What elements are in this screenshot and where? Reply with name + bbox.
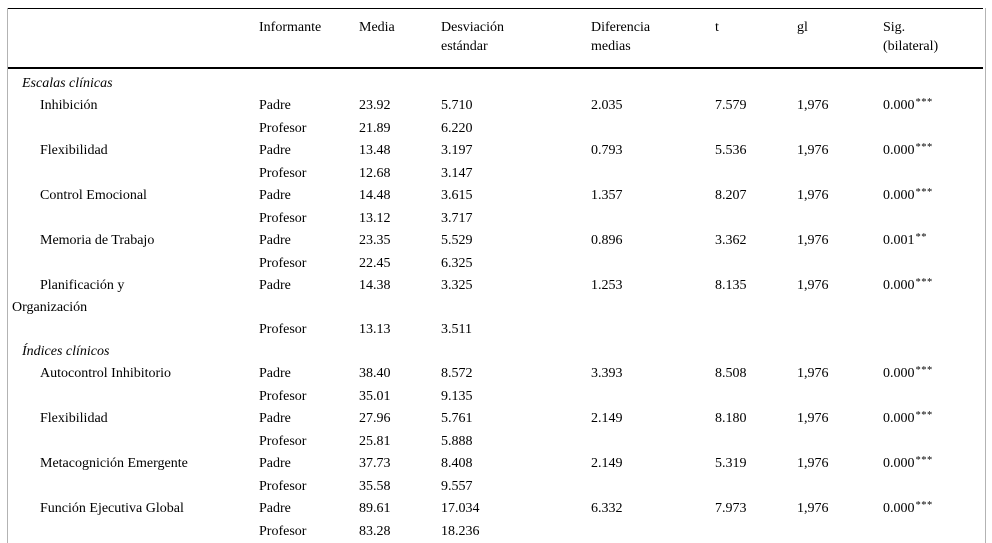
de-cell: 9.557 (441, 479, 473, 494)
scale-label: Flexibilidad (40, 143, 108, 158)
t-cell: 8.135 (715, 278, 747, 293)
t-cell (711, 319, 793, 341)
column-header-line2: medias (591, 39, 631, 54)
media-cell: 35.01 (359, 389, 391, 404)
sig-cell (879, 453, 983, 476)
table-row (8, 118, 983, 140)
de-cell: 17.034 (441, 501, 480, 516)
sig-cell (879, 521, 983, 543)
significance-asterisks: *** (915, 409, 933, 421)
informante-cell: Padre (259, 411, 291, 426)
significance-asterisks: *** (915, 276, 933, 288)
t-cell (711, 118, 793, 140)
header-row (8, 9, 983, 69)
scale-label-cell (8, 386, 255, 408)
column-header-line2: (bilateral) (883, 39, 939, 54)
sig-cell (879, 118, 983, 140)
sig-cell (879, 319, 983, 341)
scale-label-cell (8, 140, 255, 163)
sig-value: 0.000 (883, 143, 915, 158)
t-cell: 5.536 (715, 143, 747, 158)
media-cell: 89.61 (359, 501, 391, 516)
section-label: Escalas clínicas (22, 76, 113, 91)
sig-value: 0.000 (883, 98, 915, 113)
significance-asterisks: *** (915, 364, 933, 376)
informante-cell: Profesor (259, 322, 307, 337)
t-cell (711, 431, 793, 453)
column-header-sig (879, 9, 983, 69)
scale-label-continuation: Organización (12, 300, 88, 315)
scale-label-cell (8, 408, 255, 431)
scale-label: Función Ejecutiva Global (40, 501, 184, 516)
dif-cell (587, 163, 711, 185)
t-cell: 7.973 (715, 501, 747, 516)
de-cell: 6.220 (441, 121, 473, 136)
column-header-t (711, 9, 793, 69)
scale-label-cell (8, 431, 255, 453)
sig-cell (879, 140, 983, 163)
table-row (8, 163, 983, 185)
t-cell (711, 476, 793, 498)
column-header-diferencia (587, 9, 711, 69)
table-row (8, 386, 983, 408)
informante-cell: Profesor (259, 166, 307, 181)
table-row (8, 363, 983, 386)
scale-label-cell (8, 453, 255, 476)
informante-cell: Padre (259, 278, 291, 293)
sig-value: 0.000 (883, 501, 915, 516)
table-row (8, 498, 983, 521)
media-cell: 13.48 (359, 143, 391, 158)
de-cell: 5.888 (441, 434, 473, 449)
de-cell: 3.197 (441, 143, 473, 158)
dif-cell: 3.393 (591, 366, 623, 381)
column-header-line1: t (715, 20, 719, 35)
media-cell: 38.40 (359, 366, 391, 381)
dif-cell (587, 386, 711, 408)
informante-cell: Padre (259, 456, 291, 471)
section-row (8, 68, 983, 95)
gl-cell: 1,976 (797, 501, 829, 516)
media-cell: 13.13 (359, 322, 391, 337)
scale-label-cell (8, 363, 255, 386)
media-cell: 27.96 (359, 411, 391, 426)
informante-cell: Profesor (259, 389, 307, 404)
media-cell: 21.89 (359, 121, 391, 136)
informante-cell: Padre (259, 501, 291, 516)
informante-cell: Profesor (259, 211, 307, 226)
de-cell: 6.325 (441, 256, 473, 271)
sig-value: 0.000 (883, 366, 915, 381)
scale-label-cell (8, 319, 255, 341)
media-cell: 37.73 (359, 456, 391, 471)
section-cell (8, 341, 983, 363)
table-row (8, 521, 983, 543)
sig-cell (879, 275, 983, 319)
significance-asterisks: *** (915, 141, 933, 153)
gl-cell (793, 208, 879, 230)
dif-cell: 1.253 (591, 278, 623, 293)
column-header-desviacion (437, 9, 587, 69)
section-row (8, 341, 983, 363)
column-header-label (8, 9, 255, 69)
scale-label-cell (8, 230, 255, 253)
dif-cell (587, 431, 711, 453)
column-header-line1: Diferencia (591, 20, 651, 35)
de-cell: 9.135 (441, 389, 473, 404)
gl-cell (793, 319, 879, 341)
sig-cell (879, 253, 983, 275)
scale-label: Planificación y (40, 278, 125, 293)
de-cell: 5.761 (441, 411, 473, 426)
de-cell: 3.615 (441, 188, 473, 203)
dif-cell: 1.357 (591, 188, 623, 203)
informante-cell: Profesor (259, 256, 307, 271)
sig-cell (879, 208, 983, 230)
gl-cell (793, 163, 879, 185)
table-body (8, 68, 983, 543)
informante-cell: Profesor (259, 479, 307, 494)
sig-cell (879, 431, 983, 453)
section-cell (8, 68, 983, 95)
statistics-table (8, 8, 983, 543)
sig-value: 0.001 (883, 233, 915, 248)
significance-asterisks: *** (915, 499, 933, 511)
significance-asterisks: *** (915, 186, 933, 198)
informante-cell: Padre (259, 98, 291, 113)
gl-cell (793, 253, 879, 275)
t-cell: 5.319 (715, 456, 747, 471)
scale-label-cell (8, 253, 255, 275)
sig-cell (879, 95, 983, 118)
scale-label: Inhibición (40, 98, 98, 113)
informante-cell: Padre (259, 143, 291, 158)
gl-cell: 1,976 (797, 98, 829, 113)
de-cell: 8.408 (441, 456, 473, 471)
gl-cell (793, 521, 879, 543)
table-row (8, 453, 983, 476)
column-header-informante (255, 9, 355, 69)
table-row (8, 476, 983, 498)
dif-cell: 6.332 (591, 501, 623, 516)
t-cell (711, 386, 793, 408)
sig-cell (879, 408, 983, 431)
de-cell: 8.572 (441, 366, 473, 381)
media-cell: 14.38 (359, 278, 391, 293)
scale-label: Flexibilidad (40, 411, 108, 426)
gl-cell: 1,976 (797, 188, 829, 203)
scale-label-cell (8, 185, 255, 208)
dif-cell (587, 476, 711, 498)
column-header-line1: Desviación (441, 20, 504, 35)
sig-value: 0.000 (883, 188, 915, 203)
media-cell: 35.58 (359, 479, 391, 494)
gl-cell: 1,976 (797, 278, 829, 293)
gl-cell: 1,976 (797, 366, 829, 381)
table-row (8, 185, 983, 208)
t-cell: 8.180 (715, 411, 747, 426)
column-header-line1: Media (359, 20, 395, 35)
column-header-line1: Informante (259, 20, 322, 35)
de-cell: 3.325 (441, 278, 473, 293)
informante-cell: Profesor (259, 434, 307, 449)
t-cell (711, 163, 793, 185)
gl-cell (793, 431, 879, 453)
de-cell: 3.147 (441, 166, 473, 181)
sig-cell (879, 163, 983, 185)
column-header-line2: estándar (441, 39, 488, 54)
gl-cell: 1,976 (797, 233, 829, 248)
table-row (8, 230, 983, 253)
scale-label-cell (8, 275, 255, 319)
table-row (8, 140, 983, 163)
column-header-line1: gl (797, 20, 808, 35)
dif-cell (587, 208, 711, 230)
t-cell (711, 521, 793, 543)
dif-cell (587, 521, 711, 543)
scale-label-cell (8, 118, 255, 140)
sig-cell (879, 363, 983, 386)
table-row (8, 253, 983, 275)
table-row (8, 431, 983, 453)
de-cell: 5.710 (441, 98, 473, 113)
media-cell: 14.48 (359, 188, 391, 203)
scale-label-cell (8, 498, 255, 521)
scale-label-cell (8, 208, 255, 230)
table-header (8, 9, 983, 69)
table-row (8, 95, 983, 118)
sig-cell (879, 185, 983, 208)
informante-cell: Padre (259, 188, 291, 203)
scale-label: Memoria de Trabajo (40, 233, 155, 248)
media-cell: 23.92 (359, 98, 391, 113)
de-cell: 3.511 (441, 322, 472, 337)
dif-cell: 2.149 (591, 411, 623, 426)
column-header-media (355, 9, 437, 69)
de-cell: 18.236 (441, 524, 480, 539)
gl-cell: 1,976 (797, 143, 829, 158)
gl-cell (793, 386, 879, 408)
dif-cell: 0.896 (591, 233, 623, 248)
dif-cell: 2.035 (591, 98, 623, 113)
sig-cell (879, 230, 983, 253)
t-cell: 7.579 (715, 98, 747, 113)
table-row (8, 275, 983, 319)
significance-asterisks: ** (915, 231, 927, 243)
media-cell: 22.45 (359, 256, 391, 271)
scale-label-cell (8, 163, 255, 185)
de-cell: 3.717 (441, 211, 473, 226)
table-row (8, 319, 983, 341)
informante-cell: Padre (259, 233, 291, 248)
scale-label: Metacognición Emergente (40, 456, 188, 471)
scale-label-cell (8, 95, 255, 118)
t-cell (711, 208, 793, 230)
sig-value: 0.000 (883, 411, 915, 426)
dif-cell (587, 319, 711, 341)
scale-label-cell (8, 521, 255, 543)
gl-cell (793, 476, 879, 498)
informante-cell: Profesor (259, 524, 307, 539)
t-cell: 8.207 (715, 188, 747, 203)
column-header-line1: Sig. (883, 20, 906, 35)
media-cell: 83.28 (359, 524, 391, 539)
sig-cell (879, 386, 983, 408)
t-cell (711, 253, 793, 275)
media-cell: 23.35 (359, 233, 391, 248)
scale-label: Control Emocional (40, 188, 147, 203)
dif-cell: 2.149 (591, 456, 623, 471)
informante-cell: Profesor (259, 121, 307, 136)
section-label: Índices clínicos (22, 344, 110, 359)
significance-asterisks: *** (915, 96, 933, 108)
media-cell: 13.12 (359, 211, 391, 226)
significance-asterisks: *** (915, 454, 933, 466)
gl-cell (793, 118, 879, 140)
gl-cell: 1,976 (797, 411, 829, 426)
dif-cell (587, 253, 711, 275)
media-cell: 12.68 (359, 166, 391, 181)
column-header-gl (793, 9, 879, 69)
gl-cell: 1,976 (797, 456, 829, 471)
t-cell: 8.508 (715, 366, 747, 381)
dif-cell: 0.793 (591, 143, 623, 158)
sig-cell (879, 498, 983, 521)
sig-value: 0.000 (883, 278, 915, 293)
dif-cell (587, 118, 711, 140)
statistics-table-wrapper (7, 8, 986, 543)
sig-cell (879, 476, 983, 498)
de-cell: 5.529 (441, 233, 473, 248)
table-row (8, 408, 983, 431)
informante-cell: Padre (259, 366, 291, 381)
media-cell: 25.81 (359, 434, 391, 449)
sig-value: 0.000 (883, 456, 915, 471)
scale-label: Autocontrol Inhibitorio (40, 366, 172, 381)
scale-label-cell (8, 476, 255, 498)
t-cell: 3.362 (715, 233, 747, 248)
table-row (8, 208, 983, 230)
